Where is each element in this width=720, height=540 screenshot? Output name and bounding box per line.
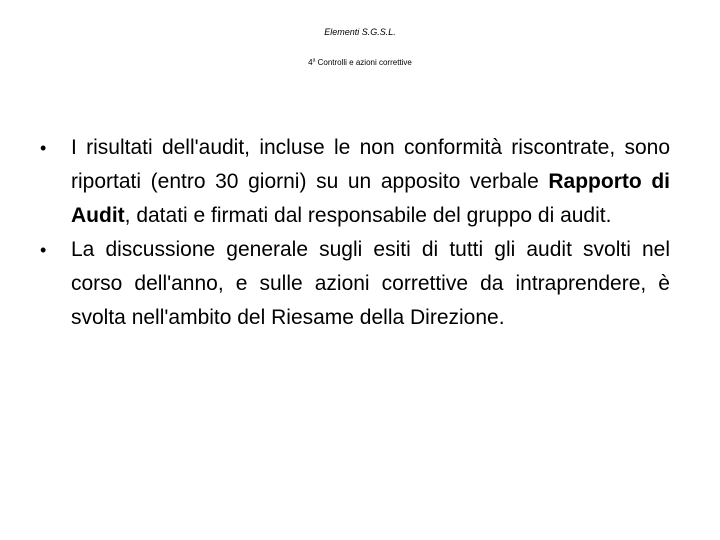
bullet-icon: • <box>40 240 47 260</box>
bullet-text: I risultati dell'audit, incluse le non conformità riscontrate, sono riportati (entro 30 giorni) su un apposito verbale <box>71 136 670 193</box>
bullet-list <box>40 131 670 335</box>
subtitle-number: 4 <box>308 58 313 67</box>
subtitle-superscript: a <box>312 57 316 64</box>
header-subtitle <box>0 57 720 69</box>
bullet-item-general-discussion <box>40 233 670 335</box>
bullet-text: La discussione generale sugli esiti di tutti gli audit svolti nel corso dell'anno, e sulle azioni correttive da intraprendere, è svolta nell'ambito del Riesame della Direzione. <box>71 238 670 329</box>
bullet-text-after: , datati e firmati dal responsabile del gruppo di audit. <box>124 204 612 227</box>
content-area <box>40 131 670 335</box>
header-title: Elementi S.G.S.L. <box>324 27 396 37</box>
bullet-icon: • <box>40 138 47 158</box>
subtitle-text: Controlli e azioni correttive <box>315 58 412 67</box>
bullet-item-audit-results <box>40 131 670 233</box>
bullet-text-bold: Rapporto di Audit <box>71 170 670 227</box>
